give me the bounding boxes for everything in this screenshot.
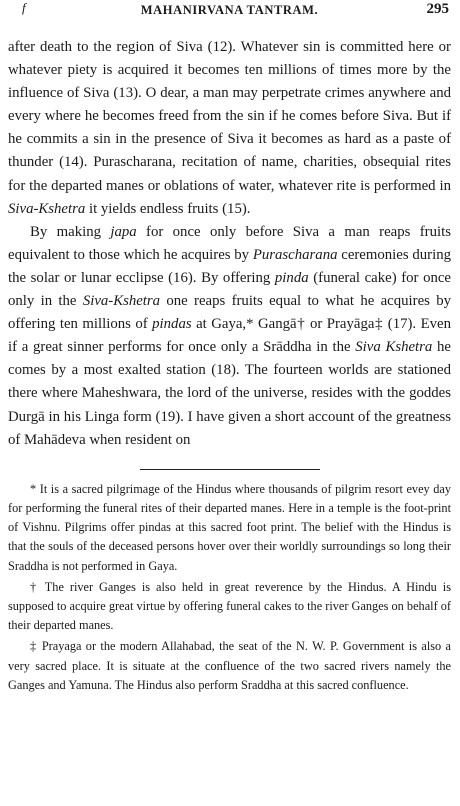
paragraph-1	[8, 36, 451, 221]
margin-mark: f	[22, 0, 26, 15]
footnote-dagger: † The river Ganges is also held in great reverence by the Hindus. A Hindu is supposed to acquire great virtue by offering funeral cakes to the river Ganges on behalf of their departed manes.	[8, 579, 451, 633]
italic-term: Siva-Kshetra	[8, 200, 86, 217]
italic-term: japa	[110, 223, 137, 240]
text-span: at Gaya,* Gangā† or Prayāga‡ (17). Even if a great sinner performs for once only a Srāddha in the	[8, 316, 451, 356]
text-span: it yields endless fruits (15).	[85, 200, 251, 217]
running-title: MAHANIRVANA TANTRAM.	[140, 3, 319, 17]
footnote-star: * It is a sacred pilgrimage of the Hindus where thousands of pilgrim resort evey day for performing the funeral rites of their departed manes. Here in a temple is the foot-print of Vishnu. Pilgrims offer pindas at this sacred foot print. The belief with the Hindus is that the souls of the deceased persons hover over their worldly surroundings so long their Sraddha is not performed in Gaya.	[8, 481, 451, 573]
text-span: after death to the region of Siva (12). Whatever sin is committed here or whatever piety is acquired it becomes ten millions of times more by the influence of Siva (13). O dear, a man may perpetrate crimes anywhere and every where he becomes freed from the sin if he comes before Siva. But if he commits a sin in the presence of Siva it becomes as hard as a paste of thunder (14). Purascharana, recitation of name, charities, obsequial rites for the departed manes or oblations of water, whatever rite is performed in	[8, 39, 451, 194]
text-span: (funeral cake) for once only in the	[8, 269, 451, 310]
text-span: one reaps fruits equal to what he acquires by offering ten millions of	[8, 293, 451, 333]
italic-term: pindas	[152, 316, 192, 333]
page-header	[8, 0, 451, 36]
footnote-divider	[140, 469, 320, 470]
text-span: for once only before Siva a man reaps fruits equivalent to those which he acquires by	[8, 223, 451, 263]
page-number: 295	[426, 1, 449, 17]
italic-term: Siva-Kshetra	[82, 293, 161, 310]
italic-term: Siva Kshetra	[355, 339, 433, 356]
italic-term: pinda	[274, 269, 309, 286]
footnote-double-dagger: ‡ Prayaga or the modern Allahabad, the seat of the N. W. P. Government is also a very sacred place. It is situate at the confluence of the two sacred rivers namely the Ganges and Yamuna. The Hindus also perform Sraddha at this sacred confluence.	[8, 639, 451, 692]
footnotes	[8, 480, 451, 695]
text-span: ceremonies during the solar or lunar ecclipse (16). By offering	[8, 246, 451, 286]
main-text	[8, 36, 451, 452]
text-span: he comes by a most exalted station (18). The fourteen worlds are stationed there where Maheshwara, the lord of the universe, resides with the goddes Durgā in his Linga form (19). I have given a short account of the greatness of Mahādeva when resident on	[8, 339, 451, 448]
text-span: By making	[30, 223, 111, 240]
italic-term: Purascharana	[252, 246, 338, 263]
paragraph-2	[8, 221, 451, 452]
